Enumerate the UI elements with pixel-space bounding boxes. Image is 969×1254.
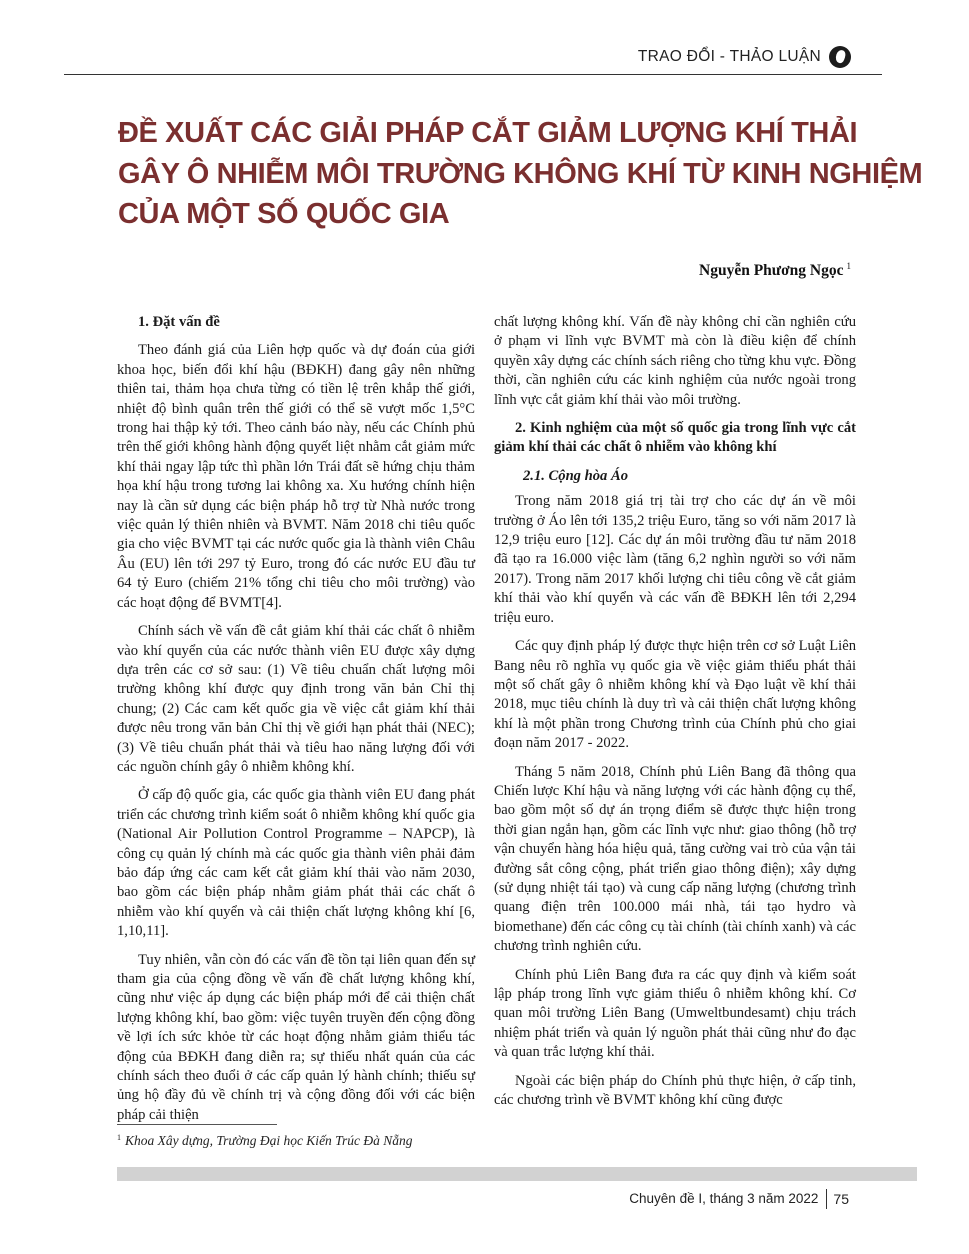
section-heading-2: 2. Kinh nghiệm của một số quốc gia trong lĩnh vực cắt giảm khí thải các chất ô nhiễm vào không khí: [494, 420, 856, 456]
title-line-3: CỦA MỘT SỐ QUỐC GIA: [118, 198, 450, 230]
right-column: [494, 313, 856, 1119]
issue-label: Chuyên đề I, tháng 3 năm 2022: [629, 1189, 827, 1209]
running-header: [638, 42, 851, 72]
header-divider: [64, 74, 854, 75]
author-byline: [699, 261, 851, 280]
page-footer: [629, 1189, 849, 1209]
subsection-heading-2-1: 2.1. Cộng hòa Áo: [523, 467, 629, 484]
left-column: [117, 313, 475, 1134]
title-line-2: GÂY Ô NHIỄM MÔI TRƯỜNG KHÔNG KHÍ TỪ KINH NGHIỆM: [118, 157, 923, 190]
paragraph: Chính phủ Liên Bang đưa ra các quy định và kiểm soát lập pháp trong lĩnh vực giảm thiểu ô nhiễm không khí. Cơ quan môi trường Liên Bang (Umweltbundesamt) chịu trách nhiệm phát triển và quản lý nguồn phát thải cũng như đo đạc và quan trắc lượng khí thải.: [494, 966, 856, 1061]
footer-band: [117, 1167, 917, 1181]
paragraph: Ngoài các biện pháp do Chính phủ thực hiện, ở cấp tỉnh, các chương trình về BVMT không khí cũng được: [494, 1072, 856, 1109]
paragraph: Chính sách về vấn đề cắt giảm khí thải các chất ô nhiễm vào khí quyển của các nước thành viên EU được xây dựng dựa trên các cơ sở sau: (1) Về tiêu chuẩn chất lượng môi trường không khí được quy định trong văn bản Chỉ thị chung; (2) Các cam kết quốc gia về việc cắt giảm khí thải được nêu trong văn bản Chỉ thị về giới hạn phát thải (NEC); (3) Về tiêu chuẩn phát thải và tiêu hao năng lượng đối với các nguồn chính gây ô nhiễm không khí.: [117, 623, 475, 775]
section-heading-1: 1. Đặt vấn đề: [138, 314, 220, 330]
author-name: Nguyễn Phương Ngọc: [699, 262, 844, 279]
footnote-text: Khoa Xây dựng, Trường Đại học Kiến Trúc Đà Nẵng: [125, 1133, 413, 1148]
paragraph: Theo đánh giá của Liên hợp quốc và dự đoán của giới khoa học, biến đổi khí hậu (BĐKH) đang gây nên những thiên tai, thảm họa chưa từng có tiền lệ trên khắp thế giới, nhiệt độ bình quân trên thế giới có thể sẽ vượt mốc 1,5°C trong hai thập kỷ tới. Theo cảnh báo này, nếu các Chính phủ trên thế giới không hành động quyết liệt nhằm cắt giảm mức khí thải ngay lập tức thì phần lớn Trái đất sẽ hứng chịu thảm họa khí hậu trong tương lai không xa. Xu hướng chính hiện nay là cần sử dụng các biện pháp hỗ trợ từ Nhà nước trong việc quản lý thiên nhiên và BVMT. Năm 2018 chi tiêu quốc gia cho việc BVMT tại các nước quốc gia là thành viên Châu Âu (EU) lên tới 297 tỷ Euro, trong đó các nước EU đầu tư 64 tỷ Euro (chiếm 21% tổng chi tiêu cho môi trường) vào các hoạt động để BVMT[4].: [117, 342, 475, 611]
paragraph-continued: chất lượng không khí. Vấn đề này không chỉ cần nghiên cứu ở phạm vi lĩnh vực BVMT mà còn là điều kiện để chính quyền xây dựng các chính sách riêng cho từng khu vực. Đồng thời, cần nghiên cứu các kinh nghiệm của nước ngoài trong lĩnh vực cắt giảm khí thải vào môi trường.: [494, 314, 856, 408]
footnote: [117, 1133, 412, 1149]
footnote-divider: [117, 1124, 277, 1125]
page-number: 75: [833, 1191, 849, 1207]
section-label: TRAO ĐỔI - THẢO LUẬN: [637, 48, 821, 65]
leaf-logo-icon: [829, 46, 851, 68]
paragraph: Ở cấp độ quốc gia, các quốc gia thành viên EU đang phát triển các chương trình kiểm soát ô nhiễm không khí quốc gia (National Air Pollution Control Programme – NAPCP), là công cụ quản lý chính mà các quốc gia thành viên phải đảm bảo đáp ứng các cam kết cắt giảm khí thải vào năm 2030, bao gồm các biện pháp nhằm giảm phát thải các chất ô nhiễm vào khí quyển và cải thiện chất lượng không khí [6, 1,10,11].: [117, 787, 475, 940]
paragraph: Tháng 5 năm 2018, Chính phủ Liên Bang đã thông qua Chiến lược Khí hậu và năng lượng với các hành động cụ thể, bao gồm một số dự án trọng điểm sẽ được thực hiện trong thời gian ngắn hạn, gồm các lĩnh vực như: giao thông (hỗ trợ vận chuyển hàng hóa hiệu quả, tăng cường vai trò của vận tải đường sắt công cộng, phát triển giao thông điện); xây dựng (sử dụng nhiệt tái tạo) và cung cấp năng lượng (chương trình quang điện trên 100.000 mái nhà, tái tạo hydro và biomethane) đến các công cụ tài chính (tài chính xanh) và các chương trình nghiên cứu.: [494, 763, 856, 955]
paragraph: Trong năm 2018 giá trị tài trợ cho các dự án về môi trường ở Áo lên tới 135,2 triệu Euro, tăng so với năm 2017 là 12,9 triệu euro [12]. Các dự án môi trường đầu tư năm 2018 đã tạo ra 16.000 việc làm (tăng 6,2 nghìn người so với năm 2017). Trong năm 2017 khối lượng chi tiêu công về cắt giảm khí thải vào khí quyển và các vấn đề BĐKH lên tới 2,294 triệu euro.: [494, 493, 856, 626]
footnote-mark: 1: [117, 1133, 121, 1142]
paragraph: Tuy nhiên, vẫn còn đó các vấn đề tồn tại liên quan đến sự tham gia của cộng đồng về vấn đề chất lượng không khí, cũng như việc áp dụng các biện pháp mới để cải thiện chất lượng không khí, bao gồm: việc tuyên truyền đến cộng đồng về lợi ích sức khỏe từ các hoạt động nhằm giảm thiểu tác động của BĐKH đang diễn ra; sự thiếu nhất quán của các chính sách theo đuổi ở các cấp quản lý hành chính; thiếu sự ủng hộ đầy đủ về chính trị và cộng đồng đối với các biện pháp cải thiện: [117, 951, 475, 1123]
title-line-1: ĐỀ XUẤT CÁC GIẢI PHÁP CẮT GIẢM LƯỢNG KHÍ THẢI: [118, 117, 858, 149]
article-title: [118, 113, 923, 235]
author-footnote-mark: 1: [846, 261, 851, 271]
paragraph: Các quy định pháp lý được thực hiện trên cơ sở Luật Liên Bang nêu rõ nghĩa vụ quốc gia về việc giảm thiểu phát thải một số chất gây ô nhiễm không khí và Đạo luật về khí thải 2018, mục tiêu chính là duy trì và cải thiện chất lượng không khí là một phần trong Chương trình của Chính phủ cho giai đoạn năm 2017 - 2022.: [494, 638, 856, 752]
